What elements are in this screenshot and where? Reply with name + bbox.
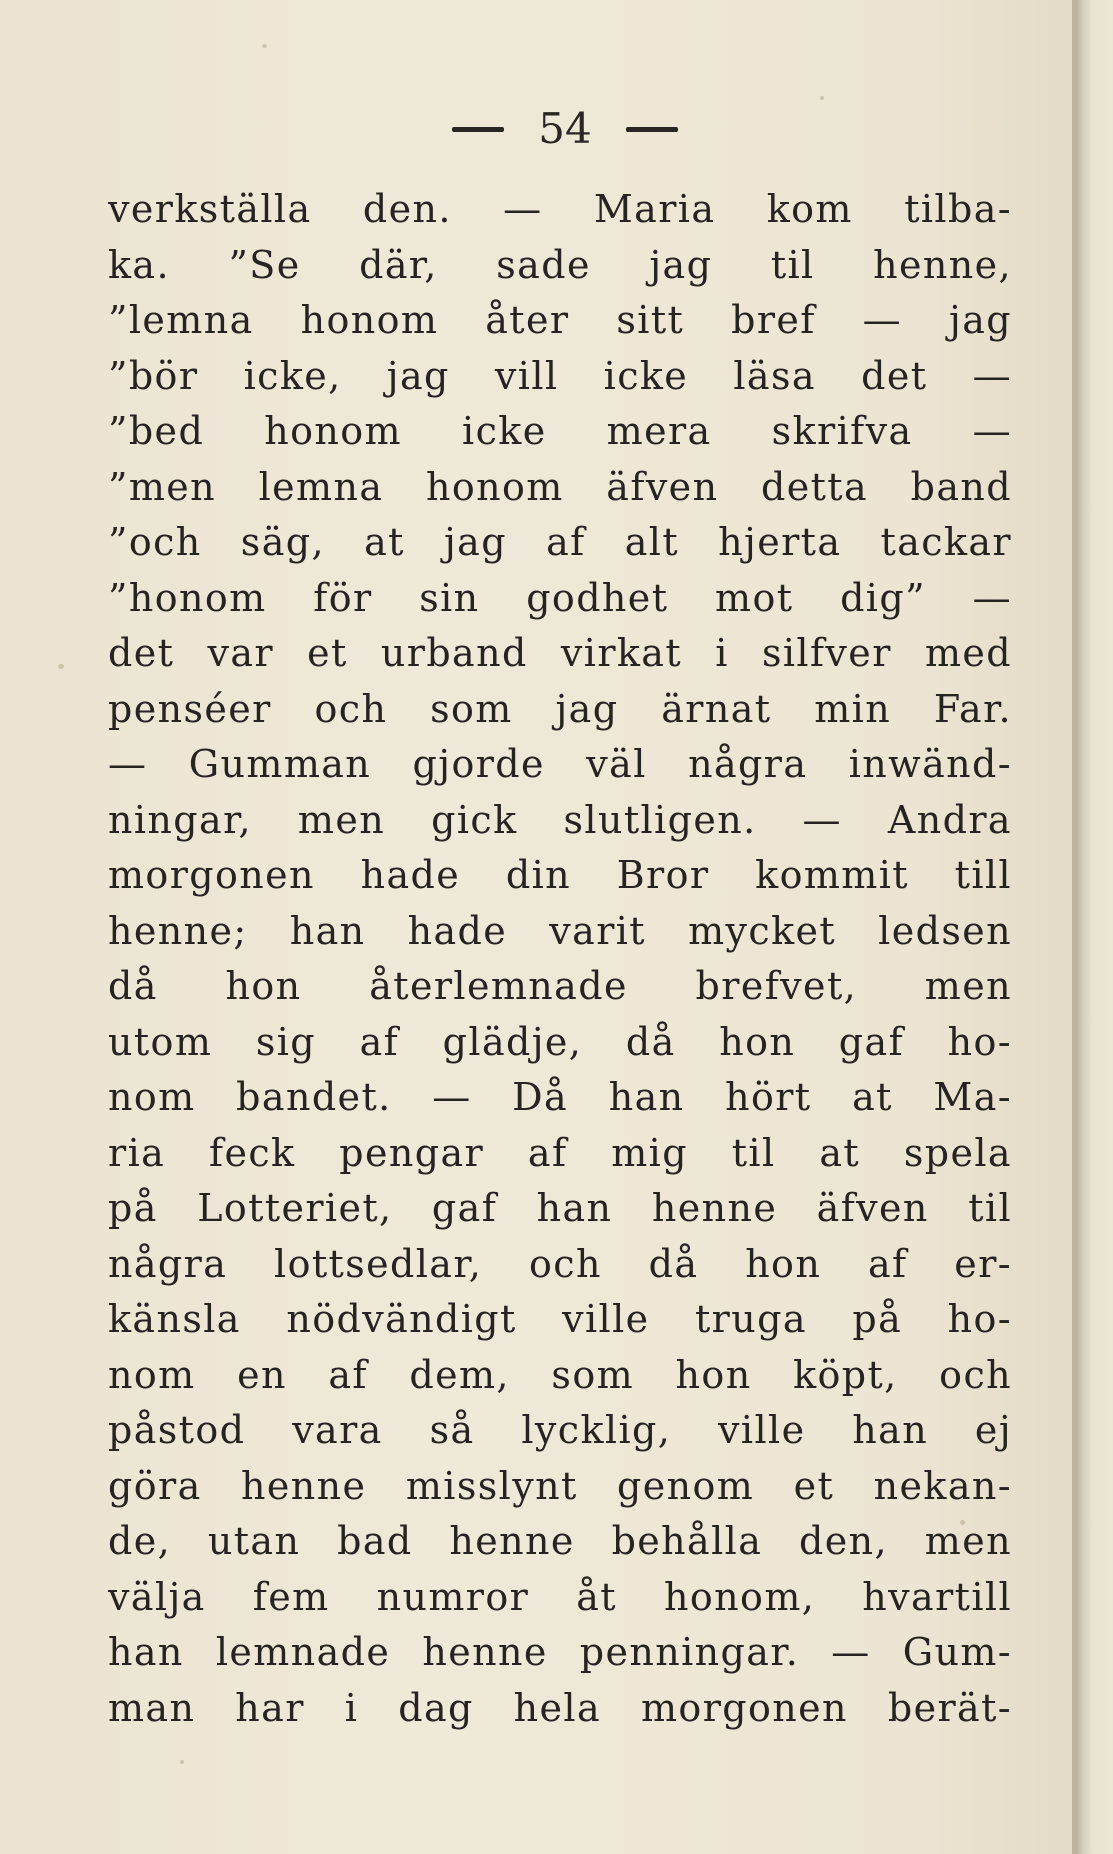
text-line: känsla nödvändigt ville truga på ho- (108, 1297, 1012, 1341)
paper-speck (58, 664, 64, 669)
body-text (108, 182, 1012, 1736)
text-line: utom sig af glädje, då hon gaf ho- (108, 1019, 1012, 1064)
text-line: de, utan bad henne behålla den, men (108, 1519, 1012, 1563)
text-line: på Lotteriet, gaf han henne äfven til (108, 1186, 1012, 1230)
text-line: nom bandet. — Då han hört at Ma- (108, 1075, 1012, 1119)
text-line: ningar, men gick slutligen. — Andra (108, 797, 1012, 842)
text-line: ”men lemna honom äfven detta band (108, 464, 1012, 509)
text-line: — Gumman gjorde väl några inwänd- (108, 742, 1012, 786)
text-line: ”honom för sin godhet mot dig” — (108, 575, 1012, 620)
text-line: verkställa den. — Maria kom tilba- (108, 187, 1012, 231)
text-line: ”lemna honom åter sitt bref — jag (108, 298, 1012, 342)
text-line: penséer och som jag ärnat min Far. (108, 686, 1012, 731)
text-line: påstod vara så lycklig, ville han ej (108, 1408, 1012, 1452)
text-line: det var et urband virkat i silfver med (108, 631, 1012, 675)
text-line: morgonen hade din Bror kommit till (108, 853, 1012, 897)
facing-page-edge (1076, 0, 1113, 1854)
text-line: ka. ”Se där, sade jag til henne, (108, 242, 1012, 287)
text-line: ”bör icke, jag vill icke läsa det — (108, 353, 1012, 398)
header-dash-right (626, 127, 678, 132)
text-line: han lemnade henne penningar. — Gum- (108, 1630, 1012, 1674)
text-line: ”och säg, at jag af alt hjerta tackar (108, 520, 1012, 564)
paper-speck (820, 96, 824, 100)
text-line: några lottsedlar, och då hon af er- (108, 1241, 1012, 1286)
text-line: göra henne misslynt genom et nekan- (108, 1463, 1012, 1508)
header-dash-left (452, 127, 504, 132)
paper-speck (262, 44, 267, 48)
paper-speck (180, 1760, 184, 1764)
text-line: nom en af dem, som hon köpt, och (108, 1352, 1012, 1397)
text-line: henne; han hade varit mycket ledsen (108, 908, 1012, 953)
text-line: ria feck pengar af mig til at spela (108, 1130, 1012, 1175)
page-header (420, 104, 710, 154)
page-number: 54 (538, 104, 592, 153)
text-line: välja fem numror åt honom, hvartill (108, 1574, 1012, 1619)
text-line: då hon återlemnade brefvet, men (108, 964, 1012, 1008)
text-line: ”bed honom icke mera skrifva — (108, 409, 1012, 453)
text-line: man har i dag hela morgonen berät- (108, 1685, 1012, 1730)
